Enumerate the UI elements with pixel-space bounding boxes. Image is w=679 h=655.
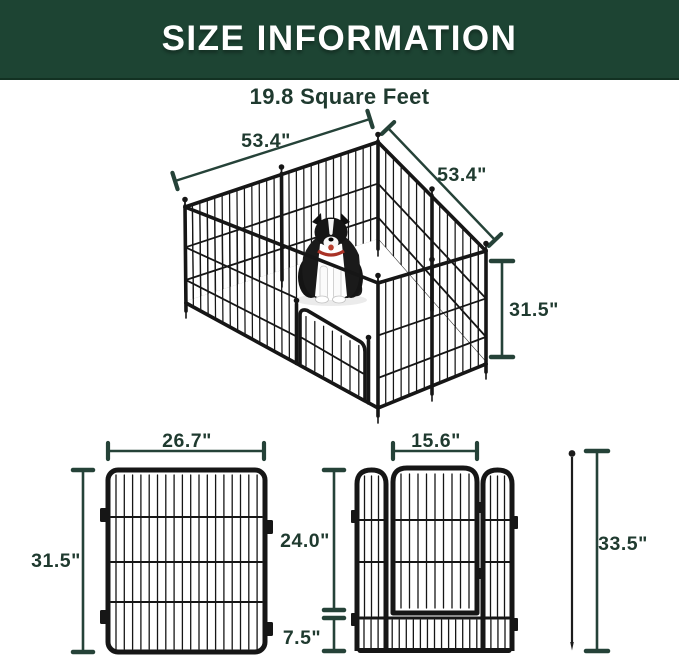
square-feet-subtitle: 19.8 Square Feet <box>249 84 430 109</box>
dim-back-right-width: 53.4" <box>437 164 487 186</box>
dim-pen-height: 31.5" <box>509 299 559 321</box>
dim-bottom-section: 7.5" <box>282 627 322 649</box>
size-information-banner <box>0 0 679 80</box>
dim-back-left-width: 53.4" <box>241 130 291 152</box>
ground-stake <box>569 450 576 650</box>
dim-overall-height: 33.5" <box>598 533 648 555</box>
dim-door-width: 15.6" <box>411 430 461 452</box>
isometric-pen-illustration <box>0 108 679 440</box>
door-panel-diagram <box>351 468 518 651</box>
dim-door-height: 24.0" <box>280 530 330 552</box>
panel-diagrams <box>0 420 679 655</box>
dim-panel-width: 26.7" <box>162 430 212 452</box>
regular-panel-diagram <box>100 470 273 652</box>
dim-panel-height: 31.5" <box>31 550 81 572</box>
page-title: SIZE INFORMATION <box>161 19 518 58</box>
